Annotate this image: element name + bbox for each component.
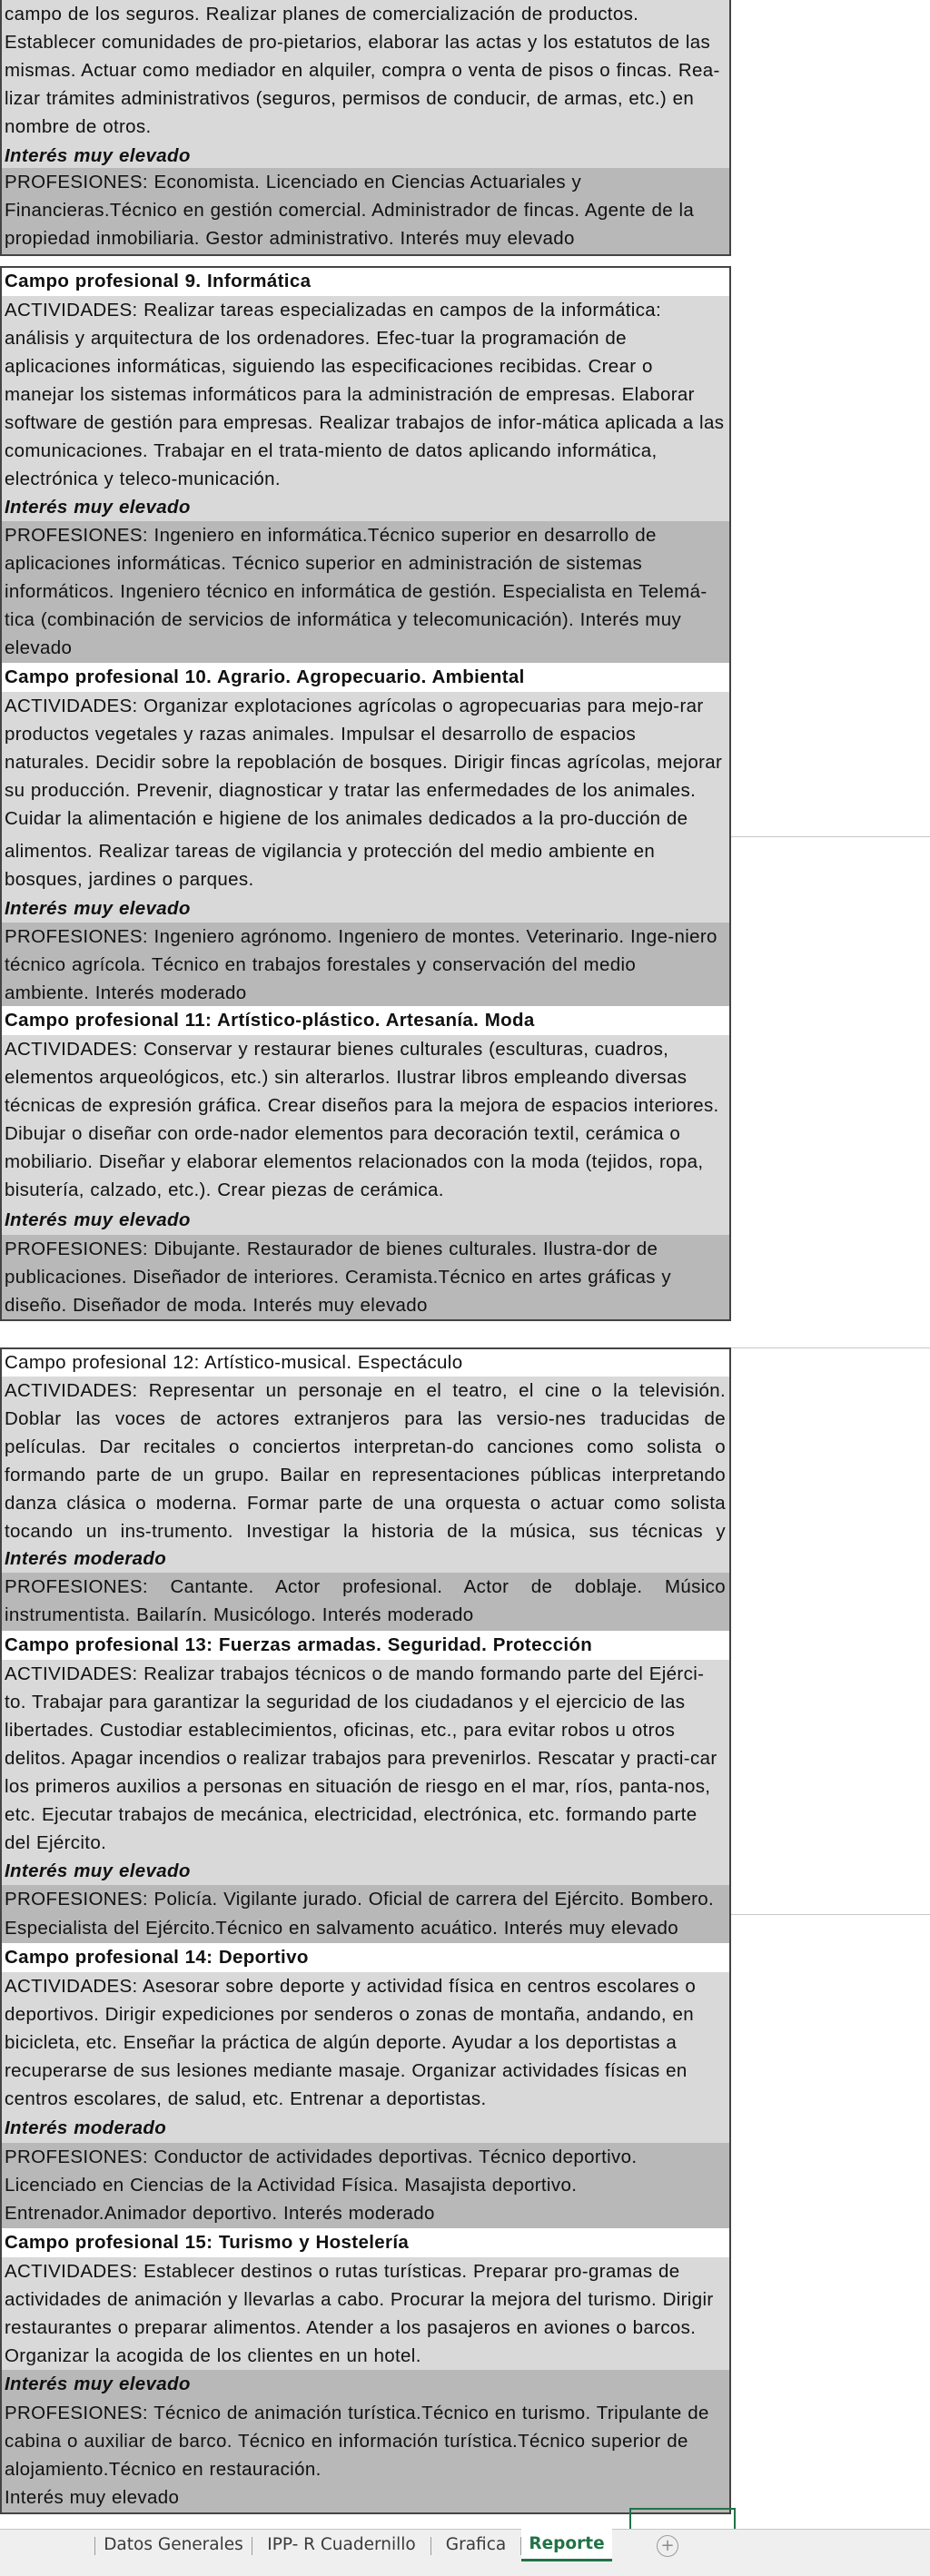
activities-cell[interactable]: campo de los seguros. Realizar planes de comercialización de productos. Establecer comunidades de pro-pietarios, elaborar las actas y los estatutos de las mismas. Actuar como mediador en alquiler, compra o venta de pisos o fincas. Rea-lizar trámites administrativos (seguros, permisos de conducir, de armas, etc.) en nombre de otros.: [0, 0, 730, 143]
professions-cell[interactable]: PROFESIONES: Técnico de animación turística.Técnico en turismo. Tripulante de cabina o auxiliar de barco. Técnico en información turística.Técnico superior de alojamiento.Técnico en restauración.: [0, 2399, 730, 2484]
cell-border-left: [0, 1347, 2, 2514]
tab-grafica[interactable]: Grafica: [445, 2535, 507, 2554]
section-title[interactable]: Campo profesional 14: Deportivo: [0, 1943, 730, 1972]
cell-border-bottom: [0, 2512, 731, 2514]
tab-reporte[interactable]: Reporte: [521, 2529, 612, 2561]
section-title[interactable]: Campo profesional 10. Agrario. Agropecuario. Ambiental: [0, 663, 730, 692]
sheet-tab-bar: [0, 2529, 930, 2576]
professions-cell[interactable]: PROFESIONES: Cantante. Actor profesional. Actor de doblaje. Músico instrumentista. Bailarín. Musicólogo. Interés moderado: [0, 1573, 730, 1631]
professions-cell[interactable]: PROFESIONES: Conductor de actividades deportivas. Técnico deportivo. Licenciado en Ciencias de la Actividad Física. Masajista deportivo. Entrenador.Animador deportivo. Interés moderado: [0, 2143, 730, 2228]
activities-cell[interactable]: ACTIVIDADES: Representar un personaje en el teatro, el cine o la televisión. Doblar las voces de actores extranjeros para las versio-nes traducidas de películas. Dar recitales o conciertos interpretan-do canciones como solista o formando parte de un grupo. Bailar en representaciones públicas interpretando danza clásica o moderna. Formar parte de una orquesta o actuar como solista tocando un ins-trumento. Investigar la historia de la música, sus técnicas y: [0, 1377, 730, 1545]
cell-border-right: [729, 0, 731, 255]
tab-scroll-buttons[interactable]: [0, 2530, 36, 2561]
activities-cell[interactable]: ACTIVIDADES: Organizar explotaciones agrícolas o agropecuarias para mejo-rar productos vegetales y razas animales. Impulsar el desarrollo de espacios naturales. Decidir sobre la repoblación de bosques. Dirigir fincas agrícolas, mejorar su producción. Prevenir, diagnosticar y tratar las enfermedades de los animales. Cuidar la alimentación e higiene de los animales dedicados a la pro-ducción de: [0, 692, 730, 837]
interest-label[interactable]: Interés muy elevado: [0, 143, 730, 168]
gridline: [731, 1914, 930, 1915]
interest-label[interactable]: Interés moderado: [0, 1545, 730, 1573]
section-title[interactable]: Campo profesional 11: Artístico-plástico. Artesanía. Moda: [0, 1006, 730, 1035]
activities-cell[interactable]: ACTIVIDADES: Realizar tareas especializadas en campos de la informática: análisis y arquitectura de los ordenadores. Efec-tuar la programación de aplicaciones informáticas, siguiendo las especificaciones recibidas. Crear o manejar los sistemas informáticos para la administración de empresas. Elaborar software de gestión para empresas. Realizar trabajos de infor-mática aplicada a las comunicaciones. Trabajar en el trata-miento de datos aplicando informática, electrónica y teleco-municación.: [0, 296, 730, 494]
professions-cell-continued[interactable]: Especialista del Ejército.Técnico en salvamento acuático. Interés muy elevado: [0, 1914, 730, 1943]
activities-cell[interactable]: ACTIVIDADES: Establecer destinos o rutas turísticas. Preparar pro-gramas de actividades de animación y llevarlas a cabo. Procurar la mejora del turismo. Dirigir restaurantes o preparar alimentos. Atender a los pasajeros en aviones o barcos. Organizar la acogida de los clientes en un hotel.: [0, 2257, 730, 2370]
cell-border-top: [0, 266, 731, 268]
section-title[interactable]: Campo profesional 9. Informática: [0, 267, 730, 296]
interest-label[interactable]: Interés muy elevado: [0, 1206, 730, 1235]
interest-label[interactable]: Interés muy elevado: [0, 2484, 730, 2513]
activities-cell-continued[interactable]: alimentos. Realizar tareas de vigilancia y protección del medio ambiente en bosques, jardines o parques.: [0, 837, 730, 895]
interest-label[interactable]: Interés muy elevado: [0, 494, 730, 521]
interest-label[interactable]: Interés muy elevado: [0, 895, 730, 923]
interest-label[interactable]: Interés muy elevado: [0, 1858, 730, 1885]
activities-cell[interactable]: ACTIVIDADES: Conservar y restaurar bienes culturales (esculturas, cuadros, elementos arqueológicos, etc.) sin alterarlos. Ilustrar libros empleando diversas técnicas de expresión gráfica. Crear diseños para la mejora de espacios interiores. Dibujar o diseñar con orde-nador elementos para decoración textil, cerámica o mobiliario. Diseñar y elaborar elementos relacionados con la moda (tejidos, ropa, bisutería, calzado, etc.). Crear piezas de cerámica.: [0, 1035, 730, 1206]
cell-border-left: [0, 266, 2, 1321]
gridline: [731, 836, 930, 837]
tab-datos-generales[interactable]: Datos Generales: [104, 2535, 243, 2554]
professions-cell[interactable]: PROFESIONES: Policía. Vigilante jurado. Oficial de carrera del Ejército. Bombero.: [0, 1885, 730, 1914]
gridline: [731, 1347, 930, 1348]
section-title[interactable]: Campo profesional 15: Turismo y Hostelería: [0, 2228, 730, 2257]
professions-cell[interactable]: PROFESIONES: Economista. Licenciado en Ciencias Actuariales y Financieras.Técnico en gestión comercial. Administrador de fincas. Agente de la propiedad inmobiliaria. Gestor administrativo. Interés muy elevado: [0, 168, 730, 255]
professions-cell[interactable]: PROFESIONES: Ingeniero en informática.Técnico superior en desarrollo de aplicaciones informáticas. Técnico superior en administración de sistemas informáticos. Ingeniero técnico en informática de gestión. Especialista en Telemá-tica (combinación de servicios de informática y telecomunicación). Interés muy elevado: [0, 521, 730, 663]
tab-ipp-r-cuadernillo[interactable]: IPP- R Cuadernillo: [267, 2535, 416, 2554]
professions-cell[interactable]: PROFESIONES: Dibujante. Restaurador de bienes culturales. Ilustra-dor de publicaciones. Diseñador de interiores. Ceramista.Técnico en artes gráficas y diseño. Diseñador de moda. Interés muy elevado: [0, 1235, 730, 1320]
cell-border-right: [729, 1347, 731, 2514]
cell-border-bottom: [0, 254, 731, 256]
cell-border-top: [0, 1347, 731, 1349]
interest-label[interactable]: Interés moderado: [0, 2114, 730, 2143]
section-title[interactable]: Campo profesional 12: Artístico-musical. Espectáculo: [0, 1348, 730, 1377]
cell-border-left: [0, 0, 2, 255]
plus-icon: +: [660, 2536, 675, 2555]
section-title[interactable]: Campo profesional 13: Fuerzas armadas. Seguridad. Protección: [0, 1631, 730, 1660]
cell-border-right: [729, 266, 731, 1321]
cell-border-bottom: [0, 1319, 731, 1321]
add-sheet-button[interactable]: [657, 2535, 678, 2557]
interest-label[interactable]: Interés muy elevado: [0, 2370, 730, 2399]
activities-cell[interactable]: ACTIVIDADES: Realizar trabajos técnicos o de mando formando parte del Ejérci-to. Trabajar para garantizar la seguridad de los ciudadanos y el ejercicio de las libertades. Custodiar establecimientos, oficinas, etc., para evitar robos u otros delitos. Apagar incendios o realizar trabajos para prevenirlos. Rescatar y practi-car los primeros auxilios a personas en situación de riesgo en el mar, ríos, panta-nos, etc. Ejecutar trabajos de mecánica, electricidad, electrónica, etc. formando parte del Ejército.: [0, 1660, 730, 1858]
activities-cell[interactable]: ACTIVIDADES: Asesorar sobre deporte y actividad física en centros escolares o deportivos. Dirigir expediciones por senderos o zonas de montaña, andando, en bicicleta, etc. Enseñar la práctica de algún deporte. Ayudar a los deportistas a recuperarse de sus lesiones mediante masaje. Organizar actividades físicas en centros escolares, de salud, etc. Entrenar a deportistas.: [0, 1972, 730, 2114]
professions-cell[interactable]: PROFESIONES: Ingeniero agrónomo. Ingeniero de montes. Veterinario. Inge-niero técnico agrícola. Técnico en trabajos forestales y conservación del medio ambiente. Interés moderado: [0, 923, 730, 1006]
